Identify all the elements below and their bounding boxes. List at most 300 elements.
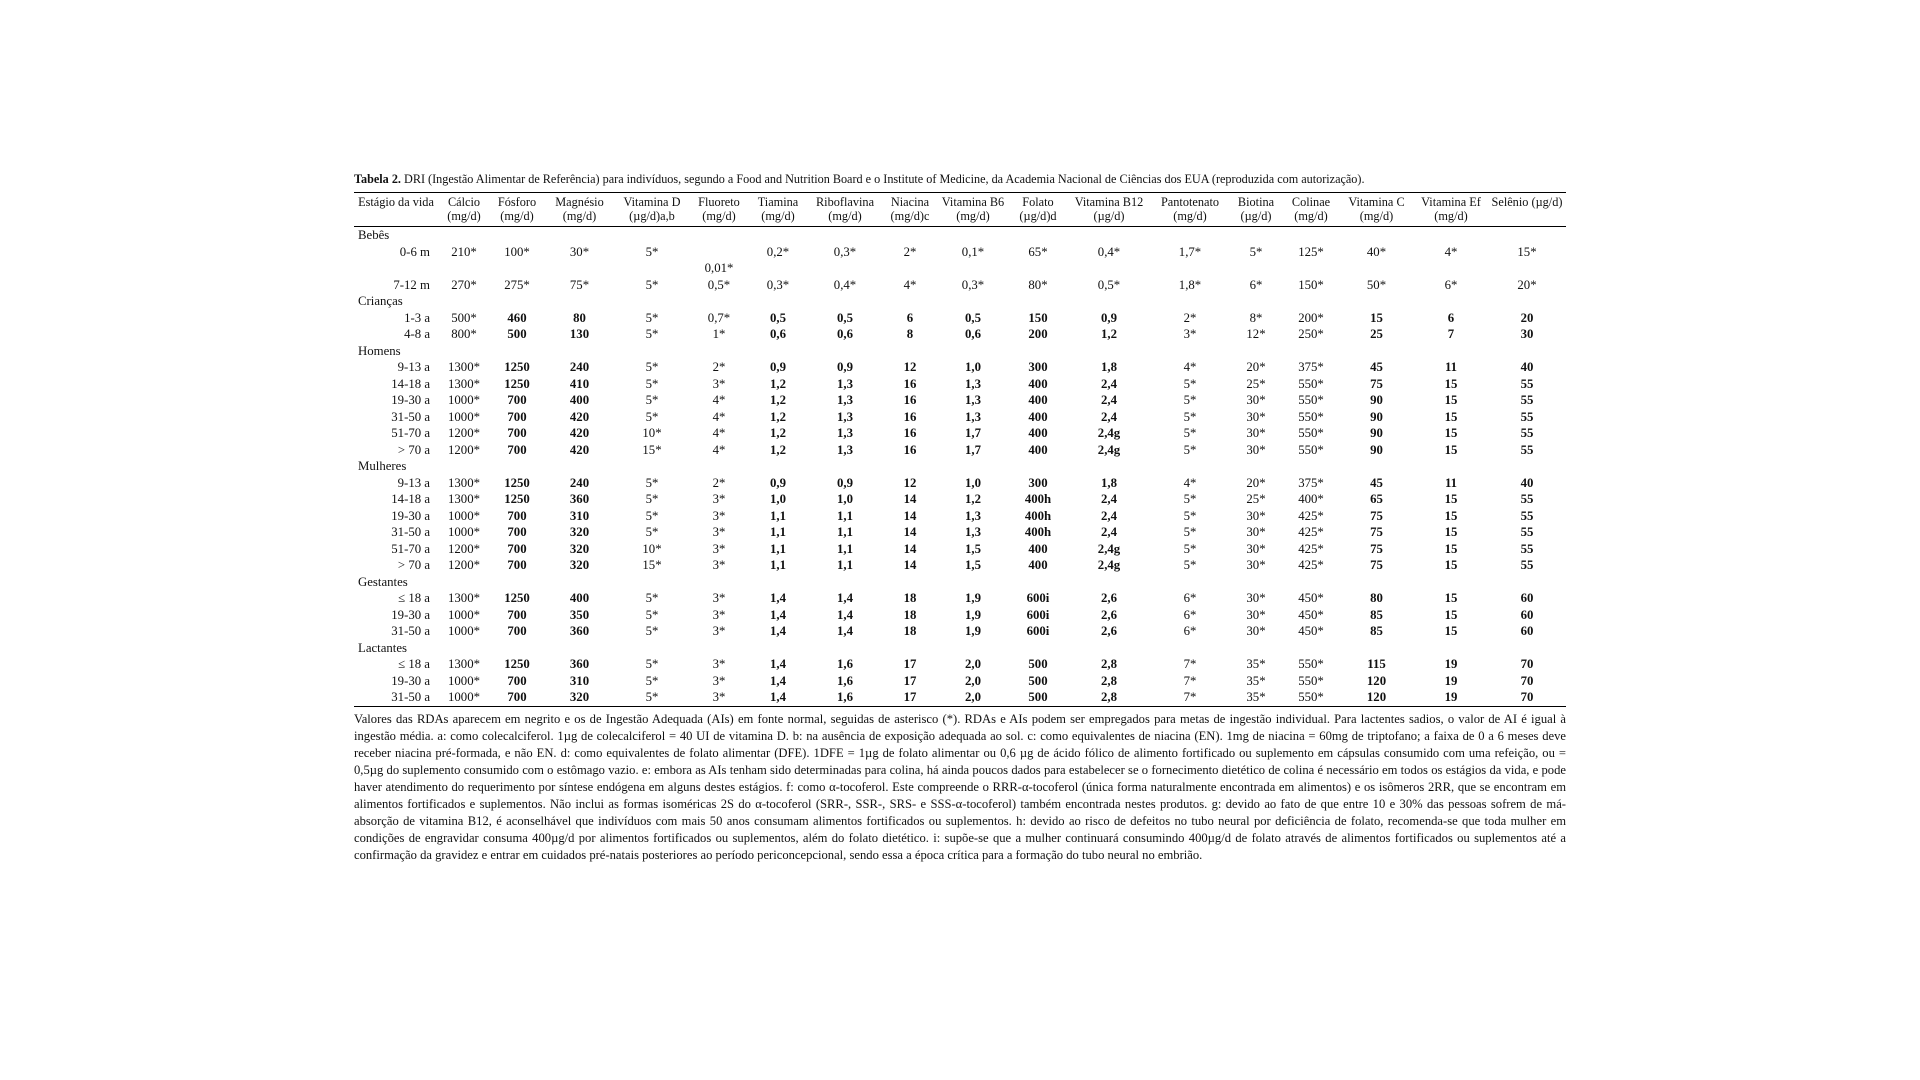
- value-cell: 0,9: [770, 360, 786, 374]
- life-stage-cell: 0-6 m: [399, 244, 430, 259]
- value-cell: 130: [569, 327, 590, 341]
- value-cell: 500*: [451, 310, 477, 325]
- column-header: Vitamina B6 (mg/d): [937, 193, 1009, 227]
- column-header: Cálcio (mg/d): [438, 193, 490, 227]
- value-cell: 45: [1370, 475, 1383, 490]
- value-cell: 17: [903, 673, 917, 688]
- value-cell: 1,1: [770, 541, 786, 556]
- value-cell: 5*: [1183, 541, 1197, 556]
- group-row: [354, 343, 1566, 360]
- value-cell: 500: [507, 327, 527, 341]
- value-cell: 1,7*: [1178, 244, 1202, 259]
- value-cell: [544, 260, 615, 277]
- value-cell: 8*: [1249, 310, 1263, 325]
- value-cell: 55: [1520, 442, 1534, 457]
- column-header: Pantotenato (mg/d): [1151, 193, 1229, 227]
- table-row: [354, 689, 1566, 706]
- value-cell: 3*: [712, 673, 726, 688]
- value-cell: [937, 260, 1009, 277]
- value-cell: 1,4: [837, 624, 853, 638]
- value-cell: 75: [1370, 508, 1383, 523]
- value-cell: 125*: [1298, 244, 1324, 259]
- value-cell: 0,6: [770, 327, 786, 341]
- value-cell: 1,4: [770, 673, 786, 688]
- group-row: [354, 574, 1566, 591]
- value-cell: 1,8: [1101, 360, 1117, 374]
- value-cell: 550*: [1298, 376, 1324, 391]
- value-cell: 30: [1520, 327, 1534, 341]
- value-cell: 15: [1444, 508, 1458, 523]
- value-cell: 12*: [1246, 327, 1266, 341]
- value-cell: 2*: [712, 475, 726, 490]
- value-cell: 19: [1444, 690, 1458, 704]
- value-cell: 2,8: [1101, 673, 1117, 688]
- value-cell: 12: [903, 360, 917, 374]
- group-label: Mulheres: [358, 459, 407, 473]
- value-cell: 19: [1444, 657, 1458, 671]
- value-cell: 2*: [1183, 310, 1197, 325]
- value-cell: 0,4*: [833, 277, 857, 292]
- value-cell: 400: [1028, 541, 1048, 556]
- value-cell: 5*: [645, 690, 659, 704]
- value-cell: 3*: [712, 492, 726, 506]
- value-cell: 7*: [1183, 657, 1197, 671]
- value-cell: 65: [1370, 492, 1383, 506]
- value-cell: 30*: [569, 244, 590, 259]
- value-cell: 15: [1444, 607, 1458, 622]
- life-stage-cell: 9-13 a: [397, 360, 430, 374]
- value-cell: 11: [1444, 475, 1458, 490]
- value-cell: 1000*: [448, 690, 480, 704]
- value-cell: 5*: [645, 376, 659, 391]
- value-cell: 310: [569, 508, 590, 523]
- table-row: [354, 623, 1566, 640]
- value-cell: 15: [1370, 310, 1383, 325]
- value-cell: 3*: [712, 525, 726, 539]
- value-cell: 17: [903, 690, 917, 704]
- value-cell: 1,2: [770, 409, 786, 424]
- value-cell: 45: [1370, 360, 1383, 374]
- value-cell: 3*: [712, 376, 726, 391]
- value-cell: 15*: [1517, 244, 1537, 259]
- life-stage-cell: 19-30 a: [391, 393, 430, 407]
- table-row: [354, 475, 1566, 492]
- life-stage-cell: > 70 a: [397, 442, 430, 457]
- table-caption: [354, 172, 1566, 186]
- value-cell: 1,9: [965, 624, 981, 638]
- value-cell: 75: [1370, 525, 1383, 539]
- value-cell: 0,6: [965, 327, 981, 341]
- value-cell: 70: [1520, 673, 1534, 688]
- column-header: Vitamina C (mg/d): [1339, 193, 1414, 227]
- value-cell: 1,9: [965, 607, 981, 622]
- value-cell: 90: [1370, 442, 1383, 457]
- value-cell: 19: [1444, 673, 1458, 688]
- value-cell: 75*: [569, 277, 590, 292]
- value-cell: 0,5: [965, 310, 981, 325]
- column-header: Fluoreto (mg/d): [689, 193, 749, 227]
- value-cell: 10*: [642, 426, 662, 440]
- table-row: [354, 277, 1566, 294]
- value-cell: 15: [1444, 442, 1458, 457]
- value-cell: 80: [573, 310, 586, 325]
- value-cell: 2,6: [1101, 591, 1117, 605]
- life-stage-cell: 19-30 a: [391, 508, 430, 523]
- table-row: [354, 607, 1566, 624]
- value-cell: 30*: [1246, 558, 1266, 572]
- value-cell: 1,2: [770, 426, 786, 440]
- value-cell: 700: [507, 624, 527, 638]
- value-cell: 5*: [1183, 393, 1197, 407]
- value-cell: 2*: [712, 360, 726, 374]
- value-cell: 5*: [645, 508, 659, 523]
- table-row: [354, 590, 1566, 607]
- value-cell: 3*: [712, 690, 726, 704]
- value-cell: 1200*: [448, 442, 480, 457]
- value-cell: 210*: [451, 244, 477, 259]
- value-cell: 700: [507, 690, 527, 704]
- column-header: Biotina (µg/d): [1229, 193, 1283, 227]
- value-cell: 40: [1520, 475, 1534, 490]
- value-cell: 1,5: [965, 558, 981, 572]
- value-cell: 30*: [1246, 426, 1266, 440]
- value-cell: 4*: [903, 277, 917, 292]
- table-header: [354, 193, 1566, 227]
- life-stage-cell: 14-18 a: [391, 492, 430, 506]
- value-cell: 120: [1366, 690, 1387, 704]
- value-cell: 1300*: [448, 475, 480, 490]
- column-header: Riboflavina (mg/d): [807, 193, 883, 227]
- value-cell: 5*: [1249, 244, 1263, 259]
- value-cell: 275*: [504, 277, 530, 292]
- value-cell: 1000*: [448, 525, 480, 539]
- value-cell: 1,2: [770, 393, 786, 407]
- value-cell: 17: [903, 657, 917, 671]
- life-stage-cell: 31-50 a: [391, 690, 430, 704]
- column-header: Fósforo (mg/d): [490, 193, 544, 227]
- value-cell: 15: [1444, 409, 1458, 424]
- value-cell: 55: [1520, 376, 1534, 391]
- value-cell: 115: [1367, 657, 1386, 671]
- value-cell: 2,4: [1101, 376, 1117, 391]
- value-cell: 85: [1370, 607, 1383, 622]
- value-cell: 400: [1028, 393, 1048, 407]
- value-cell: 350: [569, 607, 590, 622]
- value-cell: 16: [903, 376, 917, 391]
- value-cell: [490, 260, 544, 277]
- column-header: Vitamina D (µg/d)a,b: [615, 193, 689, 227]
- value-cell: 400h: [1024, 525, 1052, 539]
- group-label: Gestantes: [358, 574, 408, 589]
- value-cell: 1,2: [965, 492, 981, 506]
- value-cell: [615, 260, 689, 277]
- value-cell: 16: [903, 442, 917, 457]
- table-row: [354, 244, 1566, 261]
- value-cell: 2,4: [1101, 393, 1117, 407]
- dri-table: [354, 192, 1566, 707]
- value-cell: 1,0: [770, 492, 786, 506]
- value-cell: 6: [1447, 310, 1455, 325]
- value-cell: 6*: [1183, 607, 1197, 622]
- value-cell: 1,4: [837, 591, 853, 605]
- column-header: Vitamina B12 (µg/d): [1067, 193, 1151, 227]
- value-cell: 2,6: [1101, 607, 1117, 622]
- value-cell: 3*: [1183, 327, 1197, 341]
- life-stage-cell: ≤ 18 a: [398, 657, 430, 671]
- value-cell: 450*: [1298, 591, 1324, 605]
- value-cell: 700: [507, 426, 527, 440]
- value-cell: 90: [1370, 426, 1383, 440]
- value-cell: 420: [569, 409, 590, 424]
- life-stage-cell: 14-18 a: [391, 376, 430, 391]
- value-cell: 320: [569, 558, 590, 572]
- value-cell: 5*: [645, 393, 659, 407]
- value-cell: 1,6: [837, 690, 853, 704]
- value-cell: 0,5*: [707, 277, 731, 292]
- value-cell: 270*: [451, 277, 477, 292]
- value-cell: 1,3: [965, 376, 981, 391]
- table-row: [354, 557, 1566, 574]
- value-cell: 1,7: [965, 442, 981, 457]
- value-cell: 1,3: [837, 376, 853, 391]
- value-cell: 2,4g: [1097, 558, 1121, 572]
- value-cell: 90: [1370, 409, 1383, 424]
- value-cell: 11: [1444, 360, 1458, 374]
- value-cell: 1,1: [770, 508, 786, 523]
- value-cell: 10*: [642, 541, 662, 556]
- group-label: Homens: [358, 343, 401, 358]
- value-cell: [1067, 260, 1151, 277]
- group-row: [354, 227, 1566, 244]
- value-cell: 1000*: [448, 607, 480, 622]
- value-cell: 425*: [1298, 525, 1324, 539]
- value-cell: 75: [1370, 541, 1383, 556]
- value-cell: 1250: [504, 360, 530, 374]
- value-cell: 250*: [1298, 327, 1324, 341]
- value-cell: 8: [906, 327, 914, 341]
- column-header: Folato (µg/d)d: [1009, 193, 1067, 227]
- value-cell: 150: [1028, 310, 1048, 325]
- value-cell: 4*: [712, 409, 726, 424]
- column-header: Tiamina (mg/d): [749, 193, 807, 227]
- value-cell: 700: [507, 673, 527, 688]
- value-cell: 90: [1370, 393, 1383, 407]
- value-cell: 55: [1520, 508, 1534, 523]
- value-cell: 400: [569, 393, 590, 407]
- value-cell: 400*: [1298, 492, 1324, 506]
- value-cell: 30*: [1246, 393, 1266, 407]
- value-cell: 2*: [903, 244, 917, 259]
- value-cell: 5*: [645, 673, 659, 688]
- value-cell: 550*: [1298, 673, 1324, 688]
- table-row: [354, 359, 1566, 376]
- value-cell: 65*: [1028, 244, 1048, 259]
- value-cell: 5*: [1183, 409, 1197, 424]
- value-cell: 6*: [1249, 277, 1263, 292]
- value-cell: 0,7*: [707, 310, 731, 325]
- document: [354, 172, 1566, 864]
- value-cell: 0,4*: [1097, 244, 1121, 259]
- value-cell: [1229, 260, 1283, 277]
- table-footnotes: Valores das RDAs aparecem em negrito e os de Ingestão Adequada (AIs) em fonte normal, seguidas de asterisco (*). RDAs e AIs podem ser empregados para metas de ingestão individual. Para lactentes sadios, o valor de AI é igual à ingestão média. a: como colecalciferol. 1µg de colecalciferol = 40 UI de vitamina D. b: na ausência de exposição adequada ao sol. c: como equivalentes de niacina (EN). 1mg de niacina = 60mg de triptofano; a faixa de 0 a 6 meses deve receber niacina pré-formada, e não EN. d: como equivalentes de folato alimentar (DFE). 1DFE = 1µg de folato alimentar ou 0,6 µg de ácido fólico de alimento fortificado ou suplemento em cápsulas consumido com uma refeição, ou = 0,5µg do suplemento consumido com o estômago vazio. e: embora as AIs tenham sido determinadas para colina, há ainda poucos dados para estabelecer se o fornecimento dietético de colina é necessário em todos os estágios da vida, e pode haver atendimento do requerimento por síntese endógena em alguns destes estágios. f: como α-tocoferol. Este compreende o RRR-α-tocoferol (única forma naturalmente encontrada em alimentos) e os isômeros 2RR, que se encontram em alimentos fortificados e suplementos. Não inclui as formas isoméricas 2S do α-tocoferol (SRR-, SSR-, SRS- e SSS-α-tocoferol) também encontrada nestes produtos. g: devido ao fato de que entre 10 e 30% das pessoas sofrem de má-absorção de vitamina B12, é aconselhável que indivíduos com mais 50 anos consumam alimentos fortificados ou suplementos. h: devido ao risco de defeitos no tubo neural por deficiência de folato, recomenda-se que toda mulher em condições de engravidar consuma 400µg/d por alimentos fortificados ou suplementos, além do folato dietético. i: supõe-se que a mulher continuará consumindo 400µg/d de folato através de alimentos fortificados ou suplementos até a confirmação da gravidez e entrar em cuidados pré-natais posteriores ao período periconcepcional, sendo essa a época crítica para a formação do tubo neural no embrião.: [354, 711, 1566, 862]
- value-cell: 30*: [1246, 508, 1266, 523]
- value-cell: 5*: [1183, 492, 1197, 506]
- value-cell: 375*: [1298, 475, 1324, 490]
- group-label: Bebês: [358, 228, 390, 242]
- value-cell: 1,8: [1101, 475, 1117, 490]
- value-cell: 310: [569, 673, 590, 688]
- value-cell: 5*: [1183, 558, 1197, 572]
- value-cell: 5*: [645, 492, 659, 506]
- value-cell: 55: [1520, 393, 1534, 407]
- value-cell: 1,0: [965, 360, 981, 374]
- value-cell: 0,3*: [766, 277, 790, 292]
- value-cell: 3*: [712, 541, 726, 556]
- value-cell: 20*: [1246, 475, 1266, 490]
- value-cell: 1300*: [448, 360, 480, 374]
- value-cell: 80*: [1028, 277, 1048, 292]
- column-header: Colinae (mg/d): [1283, 193, 1339, 227]
- value-cell: 3*: [712, 558, 726, 572]
- value-cell: 30*: [1246, 525, 1266, 539]
- value-cell: 600i: [1026, 624, 1050, 638]
- value-cell: 5*: [645, 310, 659, 325]
- value-cell: [1414, 260, 1488, 277]
- value-cell: 5*: [1183, 508, 1197, 523]
- value-cell: 1,7: [965, 426, 981, 440]
- table-row: [354, 326, 1566, 343]
- value-cell: 360: [569, 492, 590, 506]
- value-cell: 30*: [1246, 624, 1266, 638]
- value-cell: 2,4: [1101, 492, 1117, 506]
- value-cell: 410: [569, 376, 590, 391]
- life-stage-cell: ≤ 18 a: [398, 591, 430, 605]
- value-cell: 5*: [645, 525, 659, 539]
- value-cell: 700: [507, 607, 527, 622]
- value-cell: 2,4: [1101, 409, 1117, 424]
- table-row: [354, 442, 1566, 459]
- value-cell: 15: [1444, 624, 1458, 638]
- value-cell: 700: [507, 393, 527, 407]
- table-row: [354, 409, 1566, 426]
- value-cell: 15: [1444, 376, 1458, 391]
- value-cell: 75: [1370, 558, 1383, 572]
- value-cell: 2,4: [1101, 525, 1117, 539]
- life-stage-cell: 31-50 a: [391, 624, 430, 638]
- value-cell: [883, 260, 937, 277]
- value-cell: 1,2: [1101, 327, 1117, 341]
- value-cell: 55: [1520, 409, 1534, 424]
- value-cell: 14: [903, 558, 917, 572]
- value-cell: 1000*: [448, 393, 480, 407]
- value-cell: 40: [1520, 360, 1534, 374]
- value-cell: 360: [569, 624, 590, 638]
- life-stage-cell: 51-70 a: [391, 426, 430, 440]
- value-cell: 15: [1444, 525, 1458, 539]
- value-cell: 2,4g: [1097, 541, 1121, 556]
- value-cell: 15*: [642, 558, 662, 572]
- value-cell: [1151, 260, 1229, 277]
- value-cell: 20*: [1517, 277, 1537, 292]
- value-cell: 150*: [1298, 277, 1324, 292]
- value-cell: 55: [1520, 558, 1534, 572]
- value-cell: 25*: [1246, 492, 1266, 506]
- value-cell: 1250: [504, 376, 530, 391]
- value-cell: 5*: [645, 360, 659, 374]
- value-cell: 2,0: [965, 690, 981, 704]
- value-cell: 1,1: [770, 558, 786, 572]
- value-cell: 16: [903, 409, 917, 424]
- table-row: [354, 310, 1566, 327]
- value-cell: 3*: [712, 607, 726, 622]
- value-cell: 15*: [642, 442, 662, 457]
- value-cell: 400: [1028, 426, 1048, 440]
- value-cell: 4*: [1444, 244, 1458, 259]
- group-label: Lactantes: [358, 640, 408, 655]
- value-cell: 1,3: [837, 426, 853, 440]
- column-header: Vitamina Ef (mg/d): [1414, 193, 1488, 227]
- value-cell: 420: [569, 426, 590, 440]
- value-cell: 360: [569, 657, 590, 671]
- value-cell: 0,3*: [961, 277, 985, 292]
- value-cell: 60: [1520, 607, 1534, 622]
- value-cell: 5*: [645, 475, 659, 490]
- group-row: [354, 640, 1566, 657]
- value-cell: 25*: [1246, 376, 1266, 391]
- value-cell: 70: [1520, 657, 1534, 671]
- value-cell: 400: [1028, 409, 1048, 424]
- table-body: [354, 227, 1566, 707]
- value-cell: 425*: [1298, 508, 1324, 523]
- value-cell: 7*: [1183, 690, 1197, 704]
- value-cell: 5*: [645, 409, 659, 424]
- value-cell: 1,9: [965, 591, 981, 605]
- value-cell: 1,1: [837, 558, 853, 572]
- value-cell: 400: [1028, 376, 1048, 391]
- table-row: [354, 425, 1566, 442]
- value-cell: 550*: [1298, 442, 1324, 457]
- value-cell: 55: [1520, 525, 1534, 539]
- value-cell: 0,5*: [1097, 277, 1121, 292]
- value-cell: 1250: [504, 657, 530, 671]
- value-cell: 550*: [1298, 393, 1324, 407]
- value-cell: 1250: [504, 591, 530, 605]
- table-row: [354, 524, 1566, 541]
- value-cell: 0,01*: [704, 261, 734, 275]
- value-cell: 400h: [1024, 508, 1052, 523]
- value-cell: 6*: [1444, 277, 1458, 292]
- value-cell: 1,5: [965, 541, 981, 556]
- value-cell: 16: [903, 393, 917, 407]
- value-cell: 300: [1028, 475, 1048, 490]
- value-cell: 1,3: [837, 409, 853, 424]
- value-cell: 30*: [1246, 607, 1266, 622]
- value-cell: 4*: [1183, 360, 1197, 374]
- value-cell: 2,8: [1101, 657, 1117, 671]
- caption-text: DRI (Ingestão Alimentar de Referência) para indivíduos, segundo a Food and Nutrition Board e o Institute of Medicine, da Academia Nacional de Ciências dos EUA (reproduzida com autorização).: [404, 172, 1365, 186]
- life-stage-cell: > 70 a: [397, 558, 430, 572]
- column-header-stage: Estágio da vida: [354, 193, 438, 227]
- value-cell: 15: [1444, 393, 1458, 407]
- value-cell: 1,3: [965, 508, 981, 523]
- value-cell: 700: [507, 525, 527, 539]
- value-cell: 4*: [1183, 475, 1197, 490]
- table-row: [354, 392, 1566, 409]
- value-cell: 1,2: [770, 376, 786, 391]
- value-cell: 6*: [1183, 624, 1197, 638]
- value-cell: 320: [569, 525, 590, 539]
- life-stage-cell: 31-50 a: [391, 525, 430, 539]
